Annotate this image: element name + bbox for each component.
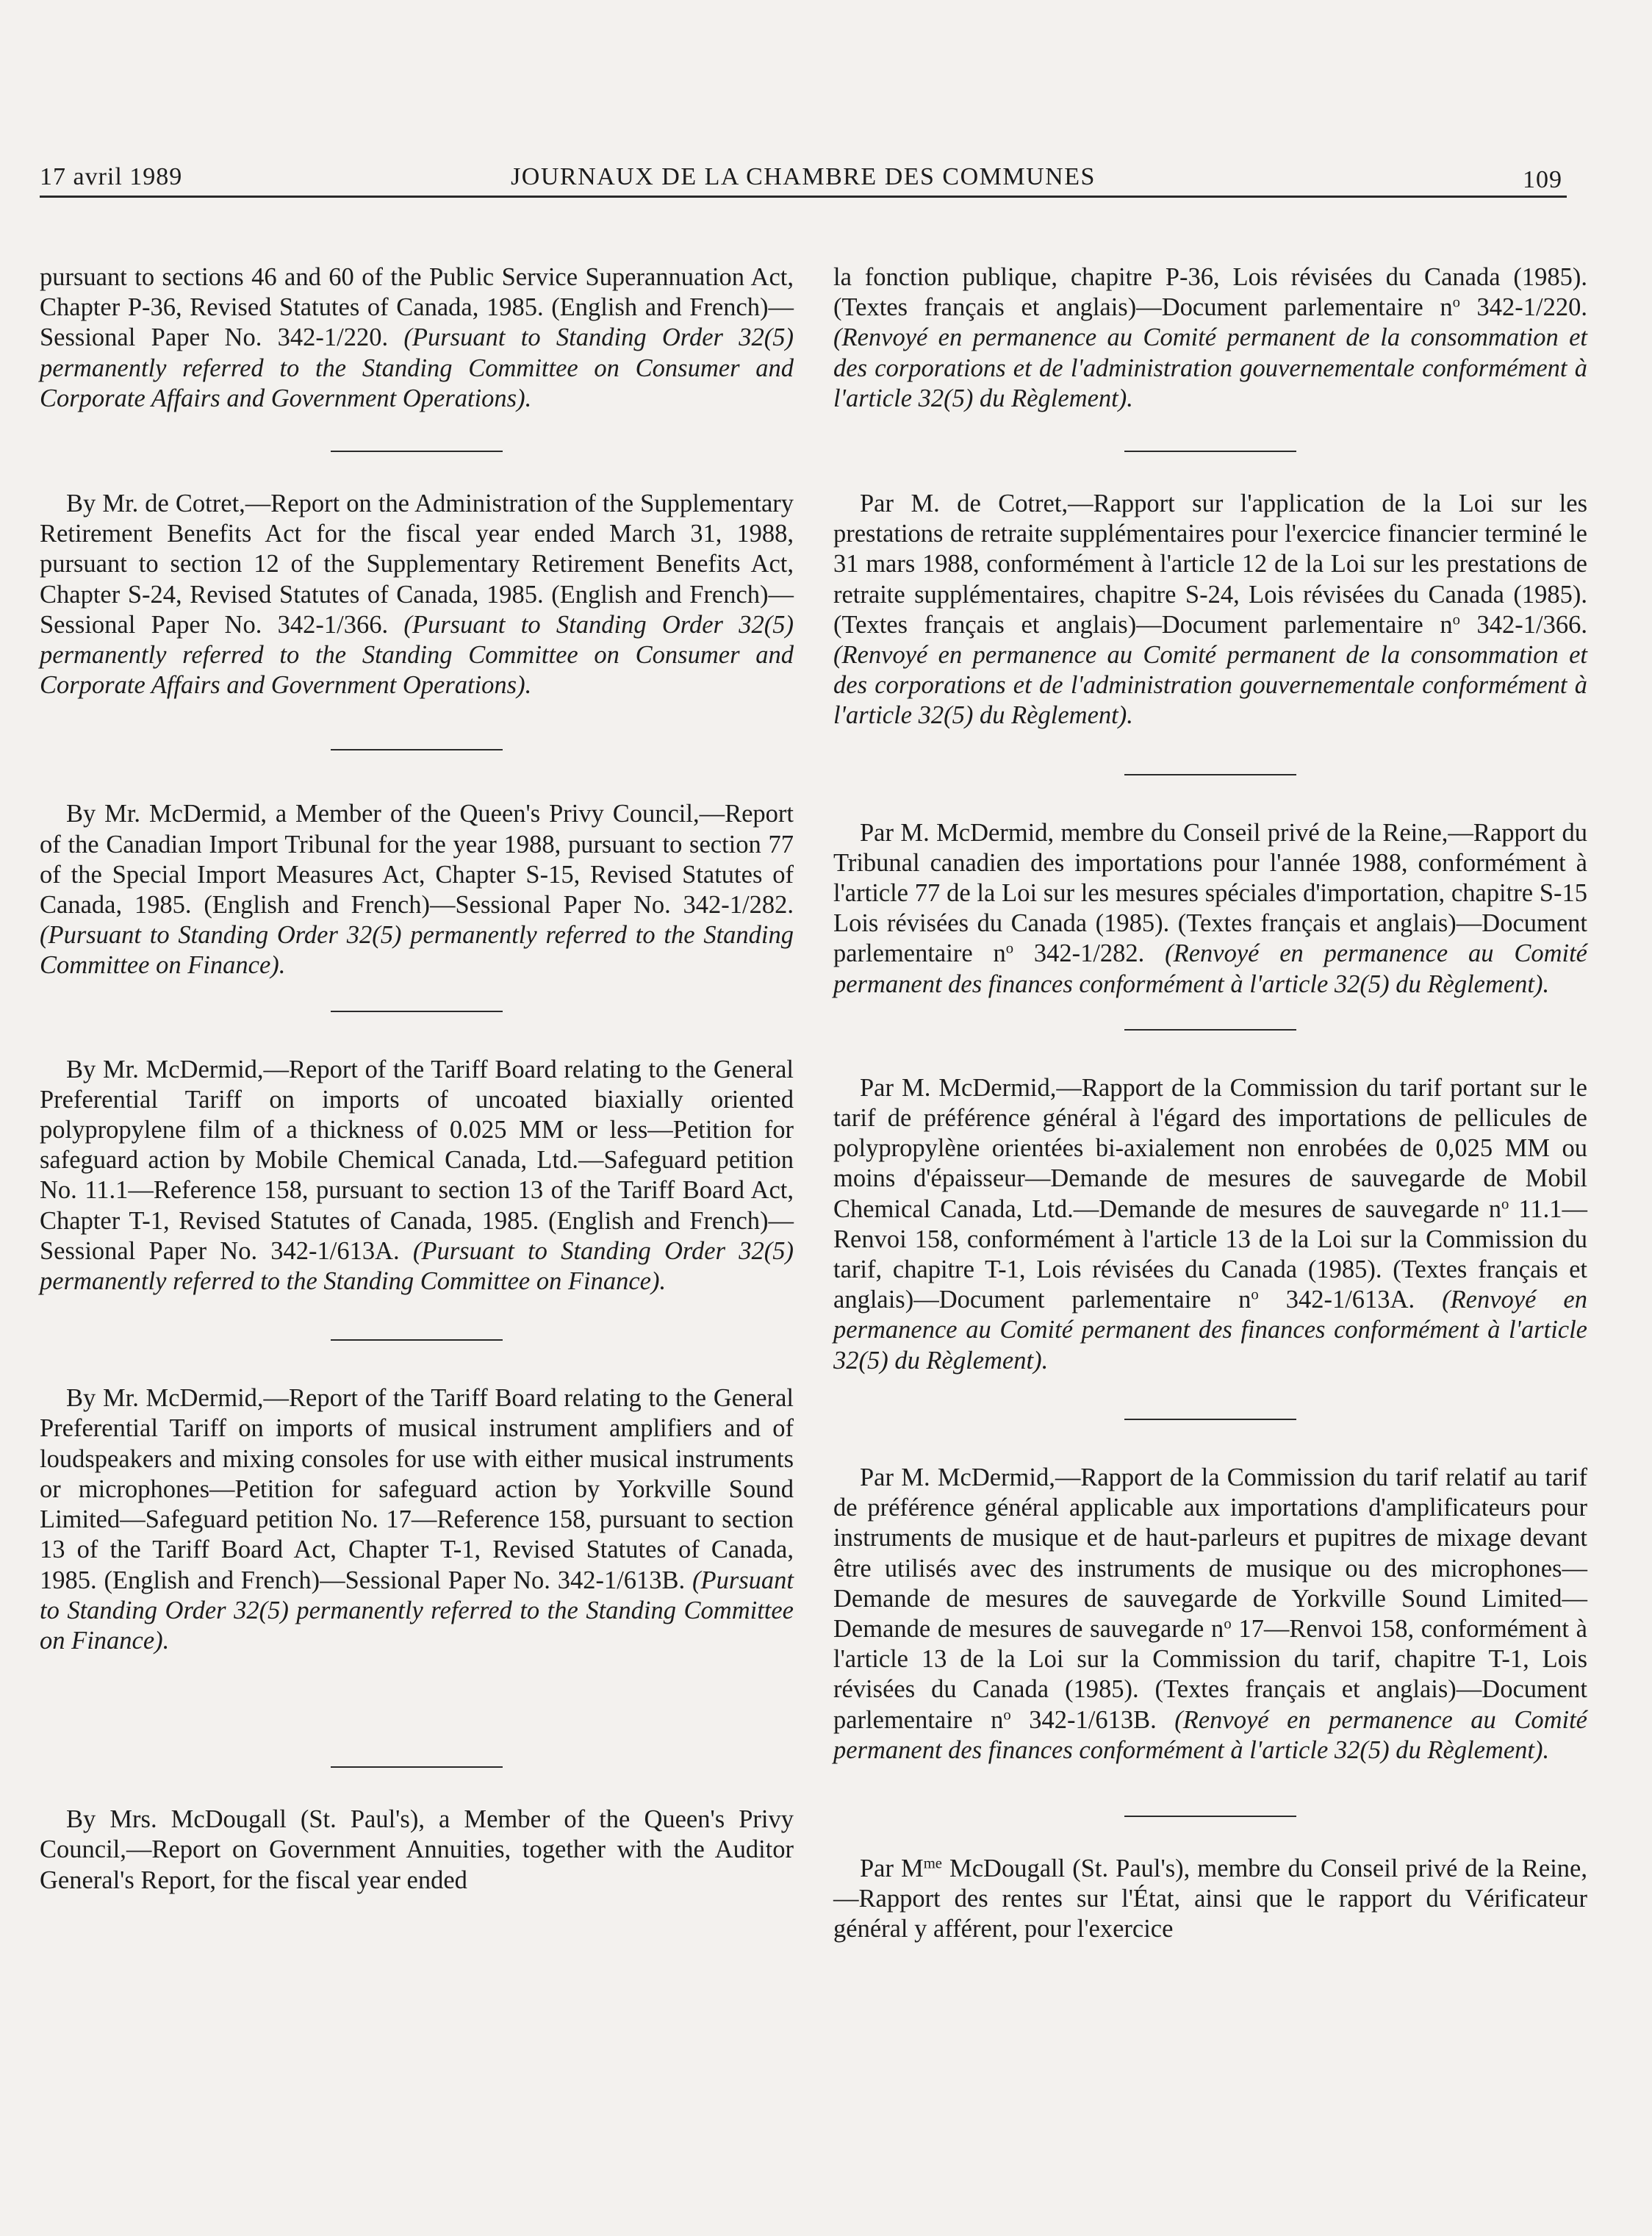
entry-referral: (Pursuant to Standing Order 32(5) permanently referred to the Standing Committee on Consumer and Corporate Affairs and Government Operations). (40, 610, 794, 700)
entry-mcdermid-polypropylene (833, 1073, 1587, 1376)
entry-text: 342-1/366. (1459, 610, 1588, 639)
entry-continued (833, 262, 1587, 414)
superscript: o (1251, 1286, 1259, 1303)
header-date: 17 avril 1989 (40, 163, 183, 190)
superscript: o (1501, 1196, 1509, 1213)
superscript: o (1003, 1707, 1011, 1724)
english-column (40, 262, 794, 1896)
entry-referral: (Renvoyé en permanence au Comité permanent des finances conformément à l'article 32(5) du Règlement). (833, 1286, 1587, 1375)
entry-referral: (Pursuant to Standing Order 32(5) permanently referred to the Standing Committee on Consumer and Corporate Affairs and Government Operations). (40, 323, 794, 412)
entry-mcdougall (833, 1854, 1587, 1945)
running-header (40, 163, 1567, 198)
entry-continued (40, 262, 794, 414)
entry-mcdermid-polypropylene (40, 1055, 794, 1297)
entry-text: McDougall (St. Paul's), membre du Conseil privé de la Reine,—Rapport des rentes sur l'État, ainsi que le rapport du Vérificateur général y afférent, pour l'exercice (833, 1854, 1587, 1943)
entry-text: By Mr. McDermid, a Member of the Queen's Privy Council,—Report of the Canadian Import Tribunal for the year 1988, pursuant to section 77 of the Special Import Measures Act, Chapter S-15, Revised Statutes of Canada, 1985. (English and French)—Sessional Paper No. 342-1/282. (40, 800, 794, 920)
entry-text: Par M. de Cotret,—Rapport sur l'application de la Loi sur les prestations de retraite supplémentaires pour l'exercice financier terminé le 31 mars 1988, conformément à l'article 12 de la Loi sur les prestations de retraite supplémentaires, chapitre S-24, Lois révisées du Canada (1985). (Textes français et anglais)—Document parlementaire n (833, 490, 1587, 639)
entry-referral: (Pursuant to Standing Order 32(5) permanently referred to the Standing Committee on Finance). (40, 1566, 794, 1655)
superscript: o (1005, 941, 1014, 958)
entry-text: Par M (860, 1854, 924, 1882)
entry-mcdougall (40, 1805, 794, 1896)
entry-mcdermid-amplifiers (833, 1463, 1587, 1766)
entry-text: Par M. McDermid, membre du Conseil privé de la Reine,—Rapport du Tribunal canadien des importations pour l'année 1988, conformément à l'article 77 de la Loi sur les mesures spéciales d'importation, chapitre S-15 Lois révisées du Canada (1985). (Textes français et anglais)—Document parlementaire n (833, 818, 1587, 968)
entry-text: 342-1/613B. (1010, 1705, 1175, 1734)
entry-text: Par M. McDermid,—Rapport de la Commission du tarif relatif au tarif de préférence général applicable aux importations d'amplificateurs pour instruments de musique et de haut-parleurs et pupitres de mixage devant être utilisés avec des instruments de musique ou des microphones—Demande de mesures de sauvegarde de Yorkville Sound Limited—Demande de mesures de sauvegarde n (833, 1463, 1587, 1643)
entry-mcdermid-import-tribunal (40, 799, 794, 981)
entry-referral: (Renvoyé en permanence au Comité permanent de la consommation et des corporations et de l'administration gouvernementale conformément à l'article 32(5) du Règlement). (833, 323, 1587, 412)
entry-referral: (Pursuant to Standing Order 32(5) permanently referred to the Standing Committee on Finance). (40, 1236, 794, 1296)
entry-text: 11.1—Renvoi 158, conformément à l'article 13 de la Loi sur la Commission du tarif, chapitre T-1, Lois révisées du Canada (1985). (Textes français et anglais)—Document parlementaire n (833, 1194, 1587, 1314)
entry-text: la fonction publique, chapitre P-36, Lois révisées du Canada (1985). (Textes français et anglais)—Document parlementaire n (833, 263, 1587, 322)
entry-text: 17—Renvoi 158, conformément à l'article 13 de la Loi sur la Commission du tarif, chapitre T-1, Lois révisées du Canada (1985). (Textes français et anglais)—Document parlementaire n (833, 1614, 1587, 1734)
entry-text: Par M. McDermid,—Rapport de la Commission du tarif portant sur le tarif de préférence général à l'égard des importations de pellicules de polypropylène orientées bi-axialement non enrobées de 0,025 MM ou moins d'épaisseur—Demande de mesures de sauvegarde de Mobil Chemical Canada, Ltd.—Demande de mesures de sauvegarde n (833, 1073, 1587, 1223)
entry-text: pursuant to sections 46 and 60 of the Public Service Superannuation Act, Chapter P-36, Revised Statutes of Canada, 1985. (English and French)—Sessional Paper No. 342-1/220. (40, 263, 794, 352)
entry-de-cotret (833, 489, 1587, 731)
entry-text: By Mr. de Cotret,—Report on the Administration of the Supplementary Retirement Benefits Act for the fiscal year ended March 31, 1988, pursuant to section 12 of the Supplementary Retirement Benefits Act, Chapter S-24, Revised Statutes of Canada, 1985. (English and French)—Sessional Paper No. 342-1/366. (40, 490, 794, 639)
entry-referral: (Pursuant to Standing Order 32(5) permanently referred to the Standing Committee on Finance). (40, 921, 794, 980)
french-column (833, 262, 1587, 1945)
entry-de-cotret (40, 489, 794, 700)
entry-text: 342-1/613A. (1258, 1286, 1443, 1314)
superscript: o (1452, 294, 1460, 311)
entry-referral: (Renvoyé en permanence au Comité permanent de la consommation et des corporations et de l'administration gouvernementale conformément à l'article 32(5) du Règlement). (833, 641, 1587, 730)
entry-text: By Mr. McDermid,—Report of the Tariff Board relating to the General Preferential Tariff on imports of uncoated biaxially oriented polypropylene film of a thickness of 0.025 MM or less—Petition for safeguard action by Mobile Chemical Canada, Ltd.—Safeguard petition No. 11.1—Reference 158, pursuant to section 13 of the Tariff Board Act, Chapter T-1, Revised Statutes of Canada, 1985. (English and French)—Sessional Paper No. 342-1/613A. (40, 1055, 794, 1265)
entry-mcdermid-import-tribunal (833, 818, 1587, 1000)
entry-referral: (Renvoyé en permanence au Comité permanent des finances conformément à l'article 32(5) du Règlement). (833, 939, 1587, 998)
header-journal-title: JOURNAUX DE LA CHAMBRE DES COMMUNES (511, 163, 1096, 190)
entry-text: By Mr. McDermid,—Report of the Tariff Board relating to the General Preferential Tariff on imports of musical instrument amplifiers and of loudspeakers and mixing consoles for use with either musical instruments or microphones—Petition for safeguard action by Yorkville Sound Limited—Safeguard petition No. 17—Reference 158, pursuant to section 13 of the Tariff Board Act, Chapter T-1, Revised Statutes of Canada, 1985. (English and French)—Sessional Paper No. 342-1/613B. (40, 1384, 794, 1594)
entry-text: 342-1/282. (1013, 939, 1166, 968)
page-number: 109 (1523, 166, 1562, 193)
entry-referral: (Renvoyé en permanence au Comité permanent des finances conformément à l'article 32(5) du Règlement). (833, 1705, 1587, 1764)
superscript: o (1224, 1616, 1232, 1633)
superscript: me (923, 1855, 942, 1872)
superscript: o (1452, 612, 1460, 628)
entry-text: 342-1/220. (1459, 293, 1588, 322)
entry-text: By Mrs. McDougall (St. Paul's), a Member of the Queen's Privy Council,—Report on Government Annuities, together with the Auditor General's Report, for the fiscal year ended (40, 1805, 794, 1894)
entry-mcdermid-amplifiers (40, 1383, 794, 1656)
